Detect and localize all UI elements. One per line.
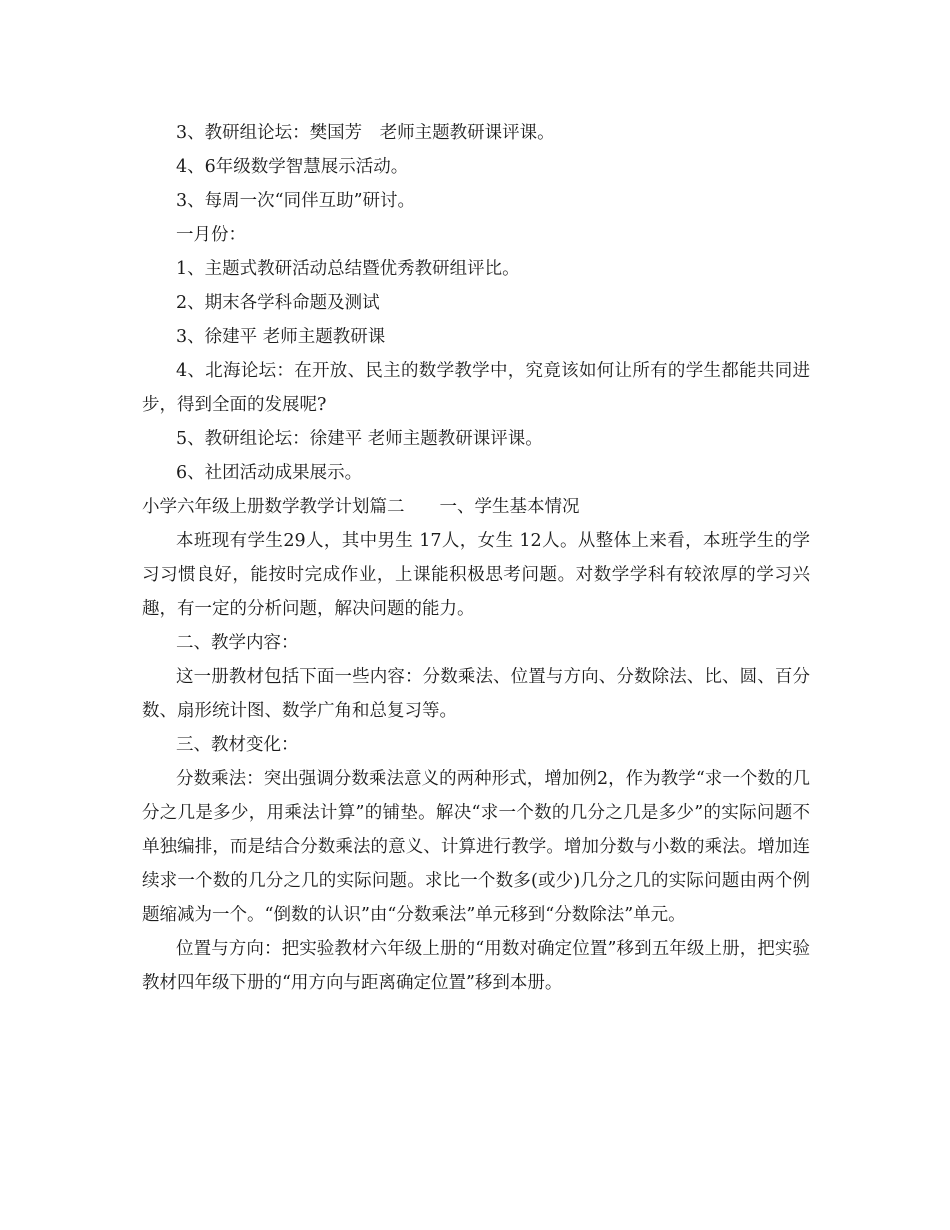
section-title-plan-two: 小学六年级上册数学教学计划篇二 一、学生基本情况: [142, 497, 580, 517]
paragraph-item-1-summary: 1、主题式教研活动总结暨优秀教研组评比。: [176, 259, 520, 279]
paragraph-item-5-forum-review: 5、教研组论坛：徐建平 老师主题教研课评课。: [176, 429, 543, 449]
paragraph-item-3-lesson: 3、徐建平 老师主题教研课: [176, 327, 386, 347]
section-heading-january: 一月份：: [176, 225, 246, 245]
paragraph-item-6-club-showcase: 6、社团活动成果展示。: [176, 463, 363, 483]
paragraph-teaching-content: 这一册教材包括下面一些内容：分数乘法、位置与方向、分数除法、比、圆、百分数、扇形统计图、数学广角和总复习等。: [142, 667, 810, 721]
document-body: [142, 116, 810, 1000]
paragraph-student-situation: 本班现有学生29人，其中男生 17人，女生 12人。从整体上来看，本班学生的学习习惯良好，能按时完成作业，上课能积极思考问题。对数学学科有较浓厚的学习兴趣，有一定的分析问题，解决问题的能力。: [142, 531, 810, 619]
paragraph-item-4-beihai-forum: 4、北海论坛：在开放、民主的数学教学中，究竟该如何让所有的学生都能共同进步，得到全面的发展呢?: [142, 361, 810, 415]
paragraph-fraction-multiplication: 分数乘法：突出强调分数乘法意义的两种形式，增加例2，作为教学“求一个数的几分之几是多少，用乘法计算”的铺垫。解决“求一个数的几分之几是多少”的实际问题不单独编排，而是结合分数乘法的意义、计算进行教学。增加分数与小数的乘法。增加连续求一个数的几分之几的实际问题。求比一个数多(或少)几分之几的实际问题由两个例题缩减为一个。“倒数的认识”由“分数乘法”单元移到“分数除法”单元。: [142, 769, 810, 925]
paragraph-item-4-showcase: 4、6年级数学智慧展示活动。: [176, 157, 409, 177]
paragraph-item-3-peer-support: 3、每周一次“同伴互助”研讨。: [176, 191, 416, 211]
paragraph-item-3-forum-review: 3、教研组论坛：樊国芳 老师主题教研课评课。: [176, 123, 555, 143]
paragraph-item-2-exams: 2、期末各学科命题及测试: [176, 293, 380, 313]
section-heading-teaching-content: 二、教学内容：: [176, 633, 299, 653]
section-heading-textbook-changes: 三、教材变化：: [176, 735, 299, 755]
paragraph-position-direction: 位置与方向：把实验教材六年级上册的“用数对确定位置”移到五年级上册，把实验教材四年级下册的“用方向与距离确定位置”移到本册。: [142, 939, 810, 993]
